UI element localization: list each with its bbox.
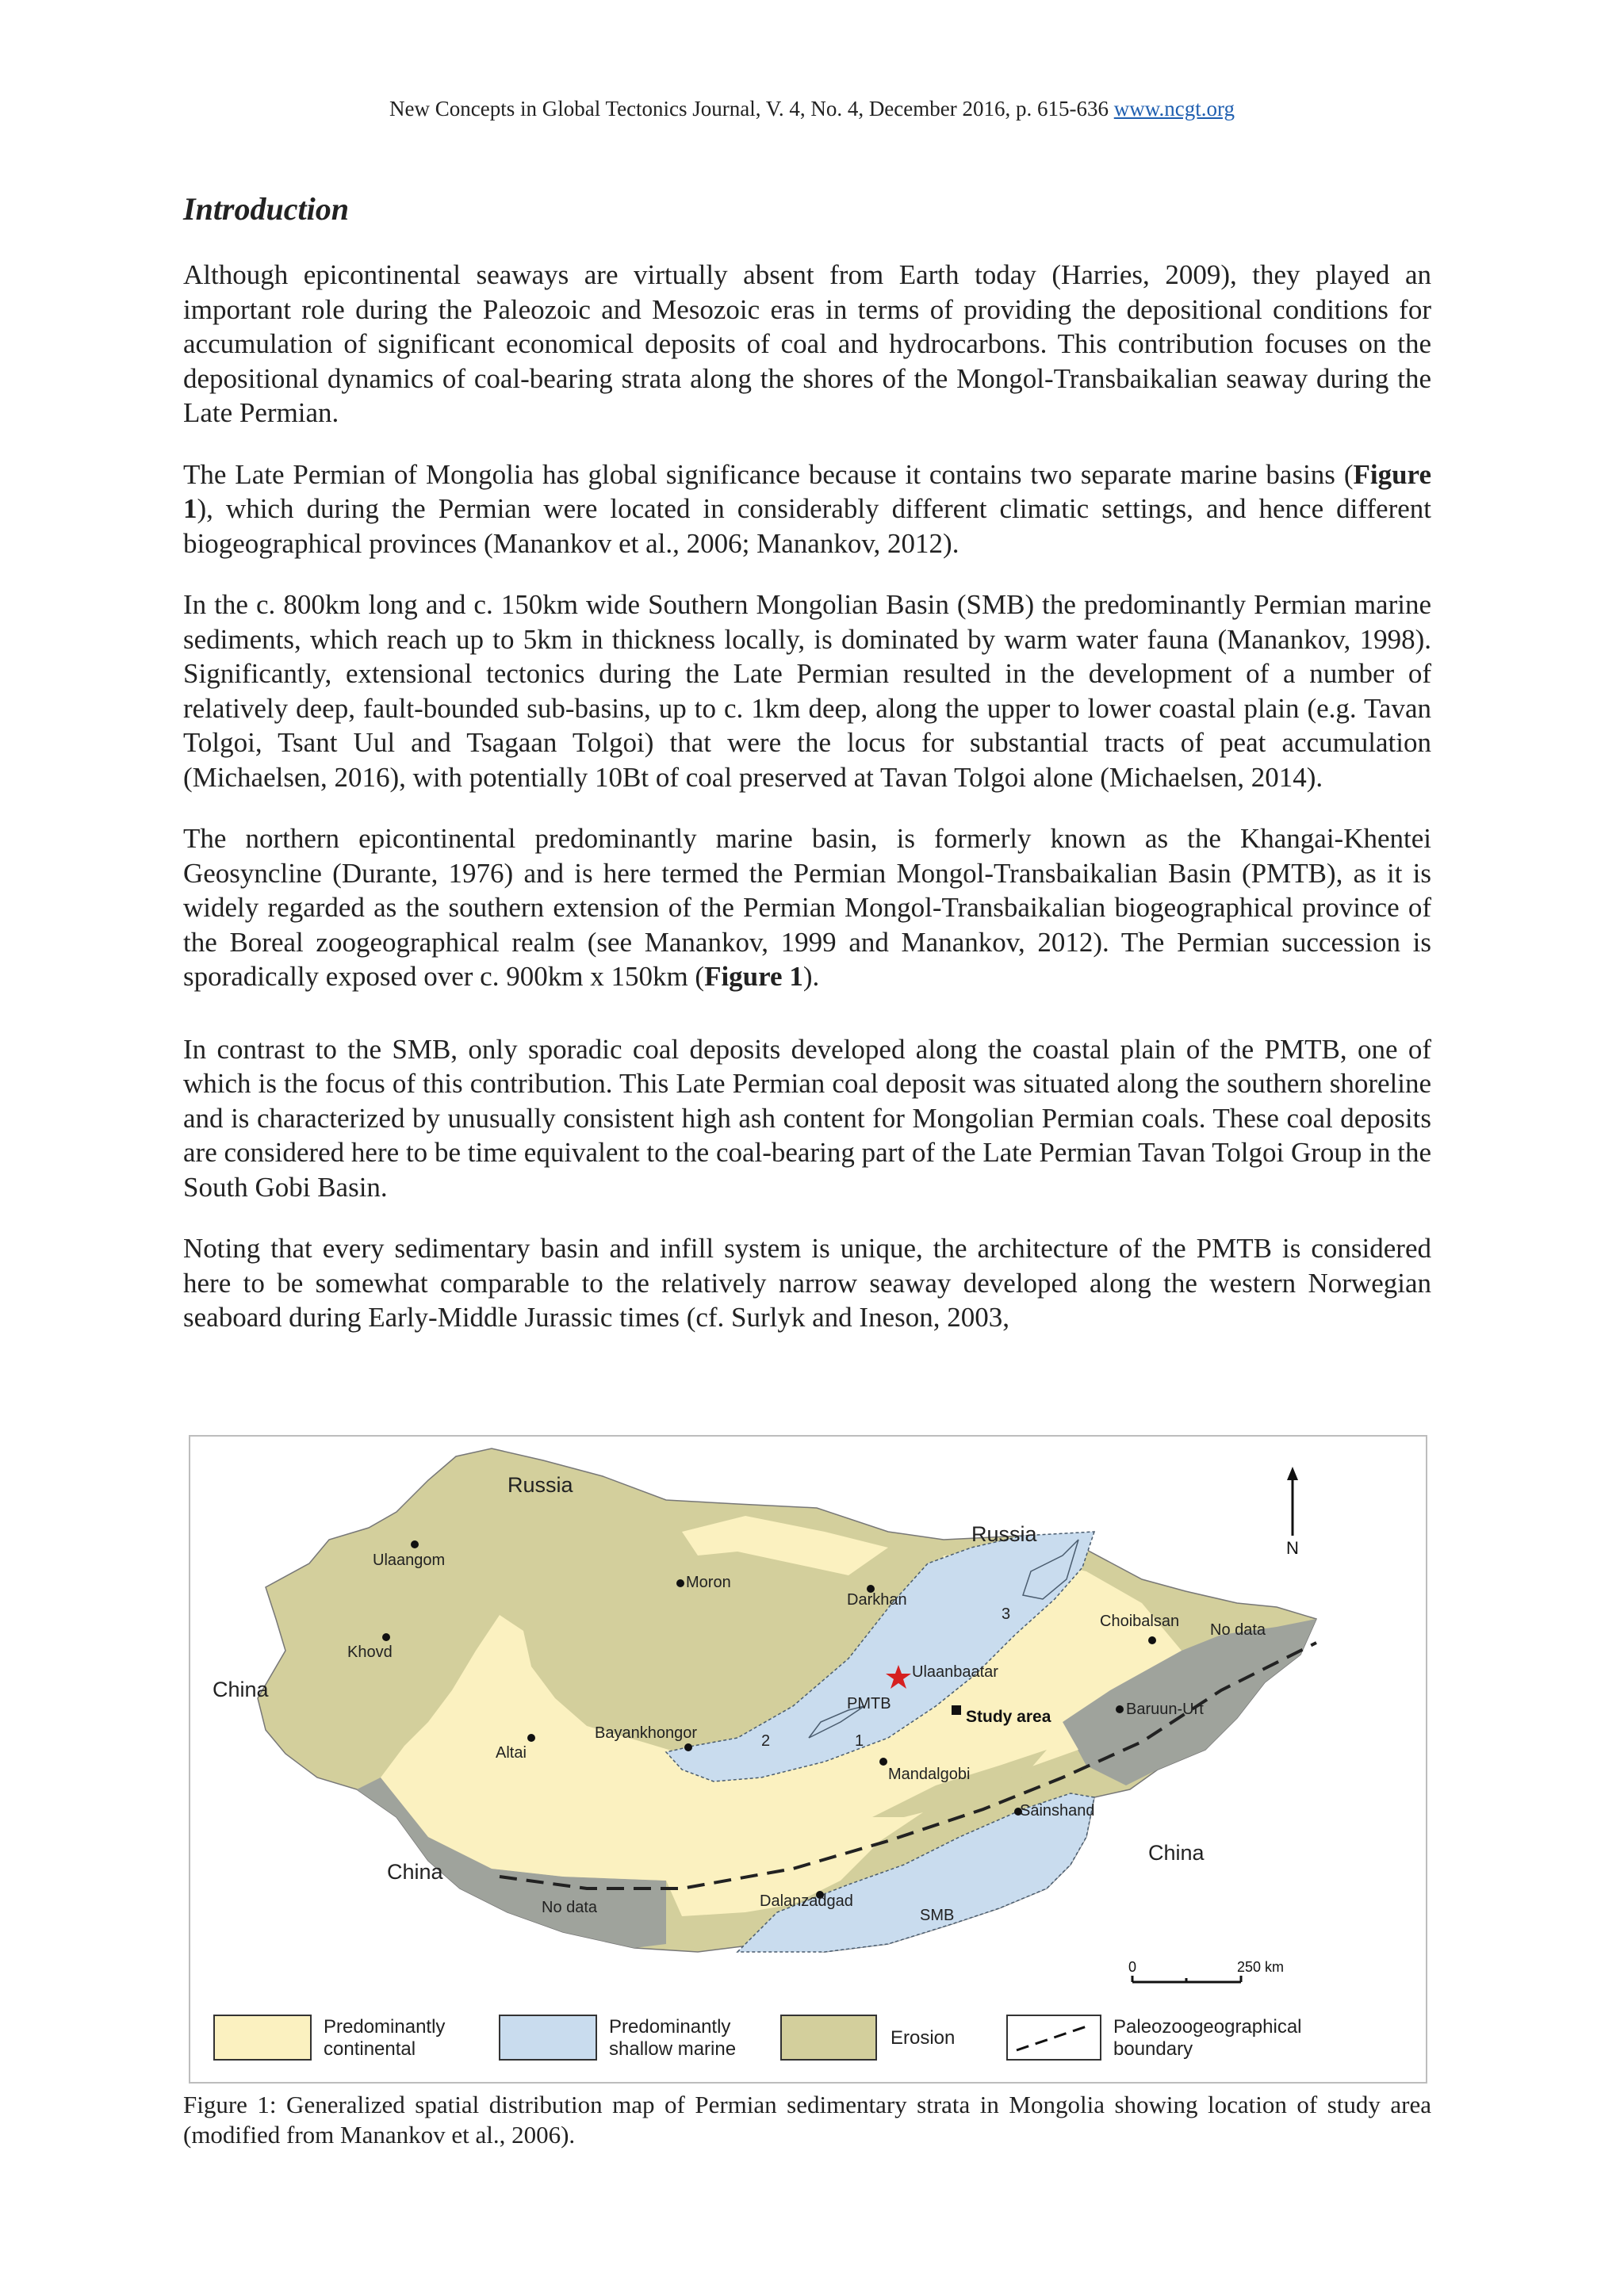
label-sub-basin-2: 2	[761, 1732, 771, 1750]
city-dot-moron	[676, 1579, 684, 1587]
scale-zero: 0	[1128, 1959, 1137, 1975]
label-sub-basin-1: 1	[855, 1732, 864, 1750]
figure-caption: Figure 1: Generalized spatial distribution map of Permian sedimentary strata in Mongolia showing location of study area (modified from Manankov et al., 2006).	[183, 2091, 1431, 2149]
journal-header	[0, 97, 1624, 121]
legend-boundary-line1: Paleozoogeographical	[1113, 2016, 1302, 2038]
city-dot-ulaangom	[411, 1540, 419, 1548]
label-china-west: China	[213, 1678, 269, 1701]
legend-swatch-continental	[214, 2015, 311, 2060]
mongolia-map-svg	[190, 1437, 1426, 2082]
label-no-data-east: No data	[1210, 1621, 1266, 1639]
label-china-southeast: China	[1148, 1841, 1205, 1865]
north-arrow-icon	[1287, 1467, 1298, 1480]
figure-1-map	[189, 1435, 1427, 2084]
section-title: Introduction	[183, 191, 349, 227]
scale-bar	[1128, 1959, 1284, 1982]
paragraph-4: The northern epicontinental predominantly marine basin, is formerly known as the Khangai-Khentei Geosyncline (Durante, 1976) and is here termed the Permian Mongol-Transbaikalian Basin (PMTB), as it is widely regarded as the southern extension of the Permian Mongol-Transbaikalian biogeographical province of the Boreal zoogeographical realm (see Manankov, 1999 and Manankov, 2012). The Permian succession is sporadically exposed over c. 900km x 150km (Figure 1).	[183, 823, 1431, 992]
label-darkhan: Darkhan	[847, 1591, 907, 1609]
article-body	[183, 190, 1431, 1362]
label-khovd: Khovd	[347, 1644, 393, 1661]
label-baruun-urt: Baruun-Urt	[1126, 1701, 1204, 1718]
label-ulaangom: Ulaangom	[373, 1552, 446, 1569]
paragraph-2: The Late Permian of Mongolia has global significance because it contains two separate marine basins (Figure 1), which during the Permian were located in considerably different climatic settings, and hence different biogeographical provinces (Manankov et al., 2006; Manankov, 2012).	[183, 458, 1431, 559]
paragraph-3: In the c. 800km long and c. 150km wide Southern Mongolian Basin (SMB) the predominantly Permian marine sediments, which reach up to 5km in thickness locally, is dominated by warm water fauna (Manankov, 1998). Significantly, extensional tectonics during the Late Permian resulted in the development of a number of relatively deep, fault-bounded sub-basins, up to c. 1km deep, along the upper to lower coastal plain (e.g. Tavan Tolgoi, Tsant Uul and Tsagaan Tolgoi) that were the locus for substantial tracts of peat accumulation (Michaelsen, 2016), with potentially 10Bt of coal preserved at Tavan Tolgoi alone (Michaelsen, 2014).	[183, 589, 1431, 793]
label-study-area: Study area	[966, 1708, 1051, 1726]
legend-swatch-erosion	[781, 2015, 876, 2060]
city-dot-khovd	[382, 1633, 390, 1641]
label-no-data-south: No data	[542, 1899, 598, 1916]
legend-swatch-boundary	[1007, 2015, 1101, 2060]
label-moron: Moron	[686, 1574, 731, 1591]
label-sainshand: Sainshand	[1020, 1802, 1095, 1820]
label-bayankhongor: Bayankhongor	[595, 1724, 697, 1742]
label-north: N	[1286, 1538, 1299, 1558]
label-dalanzadgad: Dalanzadgad	[760, 1892, 853, 1910]
label-smb: SMB	[920, 1907, 955, 1924]
legend-continental-line2: continental	[324, 2038, 416, 2060]
legend-erosion: Erosion	[891, 2027, 956, 2049]
label-china-southwest: China	[387, 1860, 443, 1884]
city-dot-mandalgobi	[879, 1758, 887, 1766]
paragraph-6: Noting that every sedimentary basin and infill system is unique, the architecture of the PMTB is considered here to be somewhat comparable to the relatively narrow seaway developed along the western Norwegian seaboard during Early-Middle Jurassic times (cf. Surlyk and Ineson, 2003,	[183, 1233, 1431, 1333]
city-dot-choibalsan	[1148, 1636, 1156, 1644]
map-legend	[214, 2015, 1302, 2060]
journal-citation: New Concepts in Global Tectonics Journal, V. 4, No. 4, December 2016, p. 615-636	[389, 97, 1109, 121]
scale-km: 250 km	[1237, 1959, 1285, 1975]
label-russia-ne: Russia	[971, 1522, 1037, 1546]
label-pmtb: PMTB	[847, 1695, 891, 1712]
label-sub-basin-3: 3	[1002, 1605, 1011, 1623]
label-mandalgobi: Mandalgobi	[888, 1766, 971, 1783]
city-dot-altai	[527, 1734, 535, 1742]
label-russia-nw: Russia	[508, 1473, 573, 1497]
city-dot-bayankhongor	[684, 1743, 692, 1751]
city-dot-baruun-urt	[1116, 1705, 1124, 1713]
paragraph-5: In contrast to the SMB, only sporadic coal deposits developed along the coastal plain of the PMTB, one of which is the focus of this contribution. This Late Permian coal deposit was situated along the southern shoreline and is characterized by unusually consistent high ash content for Mongolian Permian coals. These coal deposits are considered here to be time equivalent to the coal-bearing part of the Late Permian Tavan Tolgoi Group in the South Gobi Basin.	[183, 1033, 1431, 1203]
paragraph-1: Although epicontinental seaways are virtually absent from Earth today (Harries, 2009), they played an important role during the Paleozoic and Mesozoic eras in terms of providing the depositional conditions for accumulation of significant economical deposits of coal and hydrocarbons. This contribution focuses on the depositional dynamics of coal-bearing strata along the shores of the Mongol-Transbaikalian seaway during the Late Permian.	[183, 259, 1431, 428]
label-ulaanbaatar: Ulaanbaatar	[912, 1663, 998, 1681]
legend-marine-line1: Predominantly	[609, 2016, 731, 2038]
legend-swatch-marine	[500, 2015, 596, 2060]
legend-marine-line2: shallow marine	[609, 2038, 737, 2060]
journal-link[interactable]: www.ncgt.org	[1113, 97, 1235, 121]
legend-continental-line1: Predominantly	[324, 2016, 446, 2038]
label-altai: Altai	[496, 1744, 527, 1762]
study-area-marker	[952, 1705, 961, 1715]
legend-boundary-line2: boundary	[1113, 2038, 1193, 2060]
label-choibalsan: Choibalsan	[1100, 1613, 1180, 1630]
